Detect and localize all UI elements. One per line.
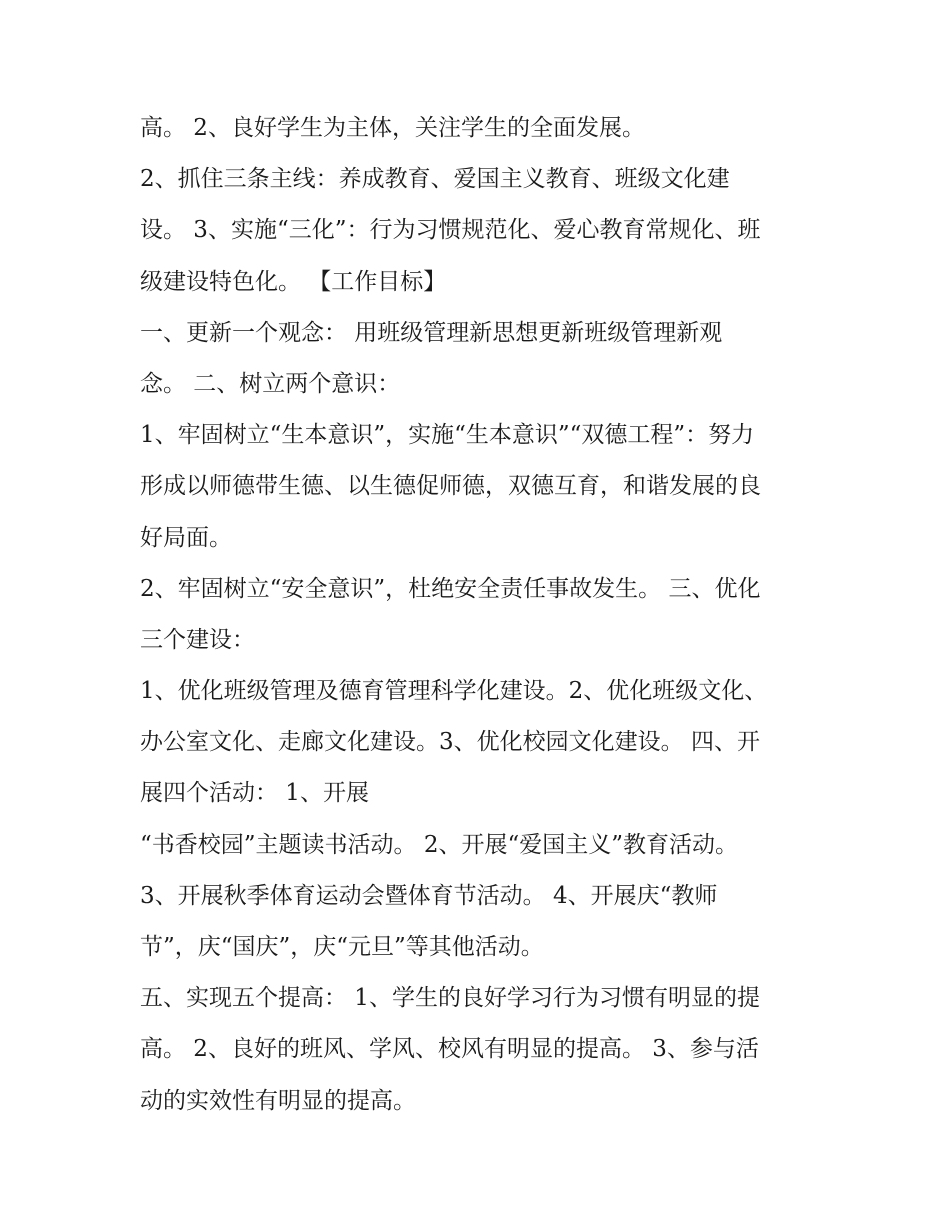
text-line: 念。 二、树立两个意识： — [140, 370, 401, 397]
text-line: 动的实效性有明显的提高。 — [140, 1087, 416, 1114]
text-line: 1、牢固树立“生本意识”，实施“生本意识”“双德工程”：努力 — [140, 422, 755, 449]
text-line: 展四个活动： 1、开展 — [140, 780, 369, 807]
text-line: 设。 3、实施“三化”：行为习惯规范化、爱心教育常规化、班 — [140, 217, 761, 244]
document-body — [140, 103, 830, 1127]
text-line: 一、更新一个观念： 用班级管理新思想更新班级管理新观 — [140, 319, 723, 346]
text-line: 3、开展秋季体育运动会暨体育节活动。 4、开展庆“教师 — [140, 882, 718, 909]
text-line: 五、实现五个提高： 1、学生的良好学习行为习惯有明显的提 — [140, 985, 760, 1012]
text-line: 高。 2、良好学生为主体，关注学生的全面发展。 — [140, 115, 645, 141]
text-line: 2、抓住三条主线：养成教育、爱国主义教育、班级文化建 — [140, 166, 730, 193]
text-line: 级建设特色化。 【工作目标】 — [140, 268, 447, 295]
text-line: 1、优化班级管理及德育管理科学化建设。2、优化班级文化、 — [140, 678, 768, 705]
text-line: 节”，庆“国庆”，庆“元旦”等其他活动。 — [140, 934, 544, 960]
text-line: 办公室文化、走廊文化建设。3、优化校园文化建设。 四、开 — [140, 729, 760, 756]
text-line: 三个建设： — [140, 626, 255, 653]
text-line: 形成以师德带生德、以生德促师德，双德互育，和谐发展的良 — [140, 473, 761, 500]
text-line: 好局面。 — [140, 524, 232, 551]
text-line: 2、牢固树立“安全意识”，杜绝安全责任事故发生。 三、优化 — [140, 575, 761, 602]
text-line: “书香校园”主题读书活动。 2、开展“爱国主义”教育活动。 — [140, 831, 738, 858]
text-line: 高。 2、良好的班风、学风、校风有明显的提高。 3、参与活 — [140, 1036, 759, 1063]
